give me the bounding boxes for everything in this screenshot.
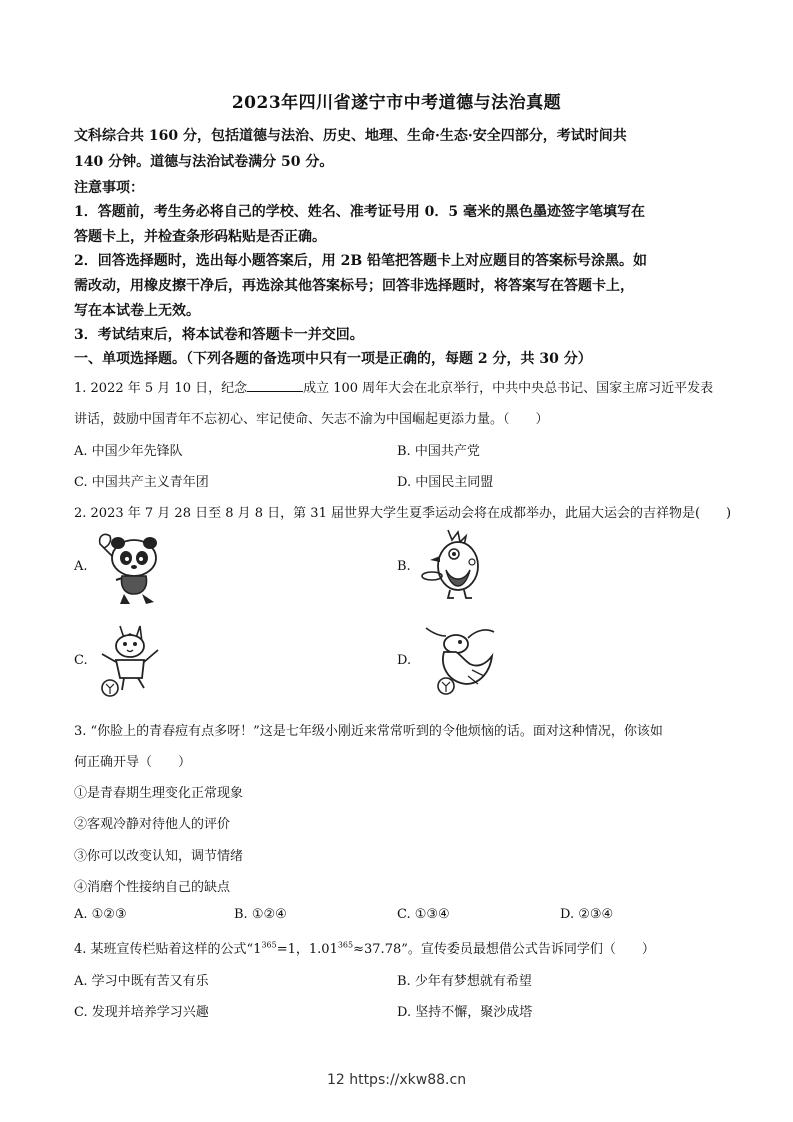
q4-option-a[interactable]: A. 学习中既有苦又有乐 xyxy=(74,974,209,989)
q4-stem-part-a: 4. 某班宣传栏贴着这样的公式“1 xyxy=(74,942,262,957)
q3-statement-3: ③你可以改变认知，调节情绪 xyxy=(74,849,244,864)
q4-stem-part-b: =1，1.01 xyxy=(276,942,338,957)
q1-stem-line-1 xyxy=(74,377,713,396)
q4-option-b[interactable]: B. 少年有梦想就有希望 xyxy=(397,974,532,989)
page-title: 2023年四川省遂宁市中考道德与法治真题 xyxy=(231,93,562,113)
q3-statement-4: ④消磨个性接纳自己的缺点 xyxy=(74,880,231,895)
q1-stem-part-a: 1. 2022 年 5 月 10 日，纪念 xyxy=(74,381,248,396)
q4-stem-part-c: ≈37.78”。宣传委员最想借公式告诉同学们（ ） xyxy=(353,942,655,957)
q1-option-d[interactable]: D. 中国民主同盟 xyxy=(397,475,494,490)
q4-option-c[interactable]: C. 发现并培养学习兴趣 xyxy=(74,1005,209,1020)
q1-option-b[interactable]: B. 中国共产党 xyxy=(397,444,480,459)
q3-statement-2: ②客观冷静对待他人的评价 xyxy=(74,817,231,832)
q1-option-a[interactable]: A. 中国少年先锋队 xyxy=(74,444,183,459)
q3-option-c[interactable]: C. ①③④ xyxy=(397,907,450,922)
q3-statement-1: ①是青春期生理变化正常现象 xyxy=(74,786,244,801)
notice-item-3: 3．考试结束后，将本试卷和答题卡一并交回。 xyxy=(74,327,364,343)
q2-stem-line-1: 2. 2023 年 7 月 28 日至 8 月 8 日，第 31 届世界大学生夏季运动会将在成都举办，此届大运会的吉祥物是( ) xyxy=(74,506,732,521)
intro-line-2: 140 分钟。道德与法治试卷满分 50 分。 xyxy=(74,154,334,170)
q1-stem-line-2: 讲话，鼓励中国青年不忘初心、牢记使命、矢志不渝为中国崛起更添力量。（ ） xyxy=(74,412,549,427)
page-footer[interactable]: 12 https://xkw88.cn xyxy=(326,1072,467,1088)
q3-option-a[interactable]: A. ①②③ xyxy=(74,907,127,922)
notice-item-2-line-3: 写在本试卷上无效。 xyxy=(74,303,200,319)
q1-stem-part-b: 成立 100 周年大会在北京举行，中共中央总书记、国家主席习近平发表 xyxy=(303,381,714,396)
q3-option-d[interactable]: D. ②③④ xyxy=(560,907,614,922)
q4-exponent-2: 365 xyxy=(337,940,354,950)
mascot-dragon-image xyxy=(420,620,498,698)
q3-stem-line-1: 3. “你脸上的青春痘有点多呀！”这是七年级小刚近来常常听到的令他烦恼的话。面对这种情况，你该如 xyxy=(74,724,663,739)
notice-item-2-line-2: 需改动，用橡皮擦干净后，再选涂其他答案标号；回答非选择题时，将答案写在答题卡上， xyxy=(74,278,634,294)
q1-option-c[interactable]: C. 中国共产主义青年团 xyxy=(74,475,209,490)
q2-option-b[interactable]: B. xyxy=(397,559,411,574)
intro-line-1: 文科综合共 160 分，包括道德与法治、历史、地理、生命·生态·安全四部分，考试时间共 xyxy=(74,128,627,144)
mascot-panda-image xyxy=(94,530,164,606)
notice-heading: 注意事项： xyxy=(74,180,144,196)
q1-blank xyxy=(247,380,303,392)
q3-stem-line-2: 何正确开导（ ） xyxy=(74,755,192,770)
q4-stem-line-1 xyxy=(74,938,655,957)
notice-item-1-line-1: 1．答题前，考生务必将自己的学校、姓名、准考证号用 0．5 毫米的黑色墨迹签字笔填写在 xyxy=(74,204,645,220)
q4-exponent-1: 365 xyxy=(261,940,277,950)
notice-item-1-line-2: 答题卡上，并检查条形码粘贴是否正确。 xyxy=(74,229,326,245)
notice-item-2-line-1: 2．回答选择题时，选出每小题答案后，用 2B 铅笔把答题卡上对应题目的答案标号涂黑。如 xyxy=(74,253,648,269)
section-1-heading: 一、单项选择题。（下列各题的备选项中只有一项是正确的，每题 2 分，共 30 分） xyxy=(74,351,592,367)
q2-option-d[interactable]: D. xyxy=(397,653,412,668)
q2-option-c[interactable]: C. xyxy=(74,653,88,668)
q4-option-d[interactable]: D. 坚持不懈，聚沙成塔 xyxy=(397,1005,533,1020)
mascot-wolf-image xyxy=(94,620,166,698)
mascot-bird-image xyxy=(418,526,492,602)
q2-option-a[interactable]: A. xyxy=(74,559,88,574)
q3-option-b[interactable]: B. ①②④ xyxy=(234,907,287,922)
